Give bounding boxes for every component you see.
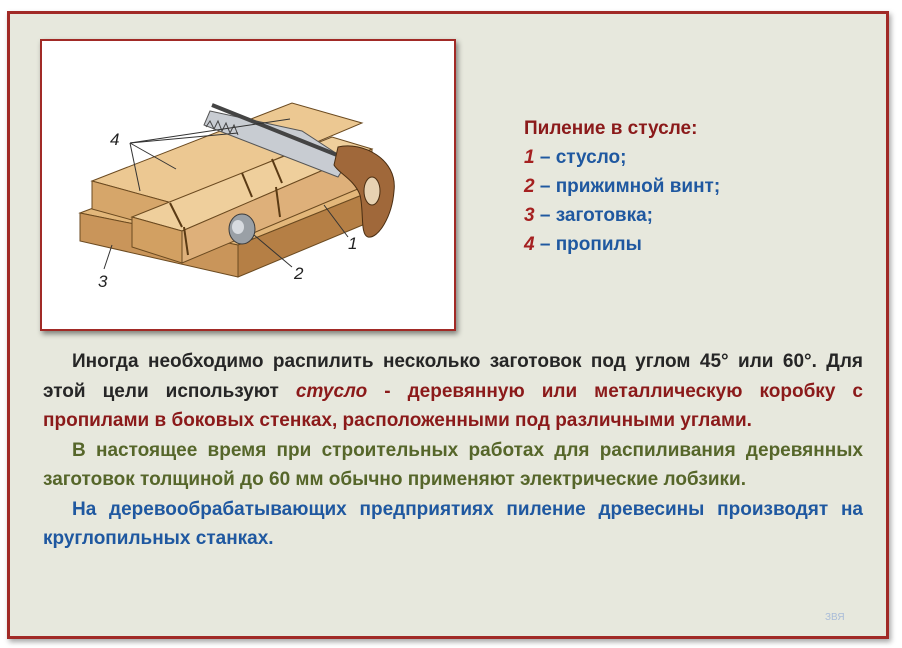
caption-item-text: – заготовка; <box>534 205 654 226</box>
caption-item <box>524 230 720 259</box>
caption-item-number: 2 <box>524 176 535 197</box>
caption-item-text: – прижимной винт; <box>534 176 721 197</box>
figure-label-2: 2 <box>294 264 304 283</box>
term-miter-box: стусло <box>295 380 368 402</box>
caption-item-number: 1 <box>524 147 535 168</box>
miter-box-drawing <box>42 41 454 329</box>
paragraph-1-start: Иногда необходимо распилить несколько заготовок под углом 45° или 60°. Для этой цели используют <box>43 351 863 402</box>
caption-item <box>524 201 720 230</box>
slide <box>7 11 889 639</box>
paragraph-jigsaws: В настоящее время при строительных работах для распиливания деревянных заготовок толщиной до 60 мм обычно применяют электрические лобзики. <box>43 439 863 490</box>
caption-item-text: – пропилы <box>534 234 642 255</box>
author-signature: ЗВЯ <box>825 612 845 623</box>
paragraph-1-definition: - деревянную или металлическую коробку с пропилами в боковых стенках, расположенными под различными углами. <box>43 380 863 431</box>
body-text <box>43 347 863 554</box>
miter-box-illustration <box>40 39 456 331</box>
paragraph-circular-saws: На деревообрабатывающих предприятиях пиление древесины производят на круглопильных станках. <box>43 498 863 549</box>
paragraph-miter-box <box>43 347 863 436</box>
caption-item-number: 3 <box>524 205 535 226</box>
figure-label-1: 1 <box>348 234 358 253</box>
caption-item-text: – стусло; <box>534 147 627 168</box>
caption-title: Пиление в стусле: <box>524 118 698 139</box>
caption-item-number: 4 <box>524 234 535 255</box>
figure-label-3: 3 <box>98 272 108 291</box>
caption-item <box>524 172 720 201</box>
figure-caption <box>524 114 720 259</box>
caption-item <box>524 143 720 172</box>
figure-label-4: 4 <box>110 130 120 149</box>
